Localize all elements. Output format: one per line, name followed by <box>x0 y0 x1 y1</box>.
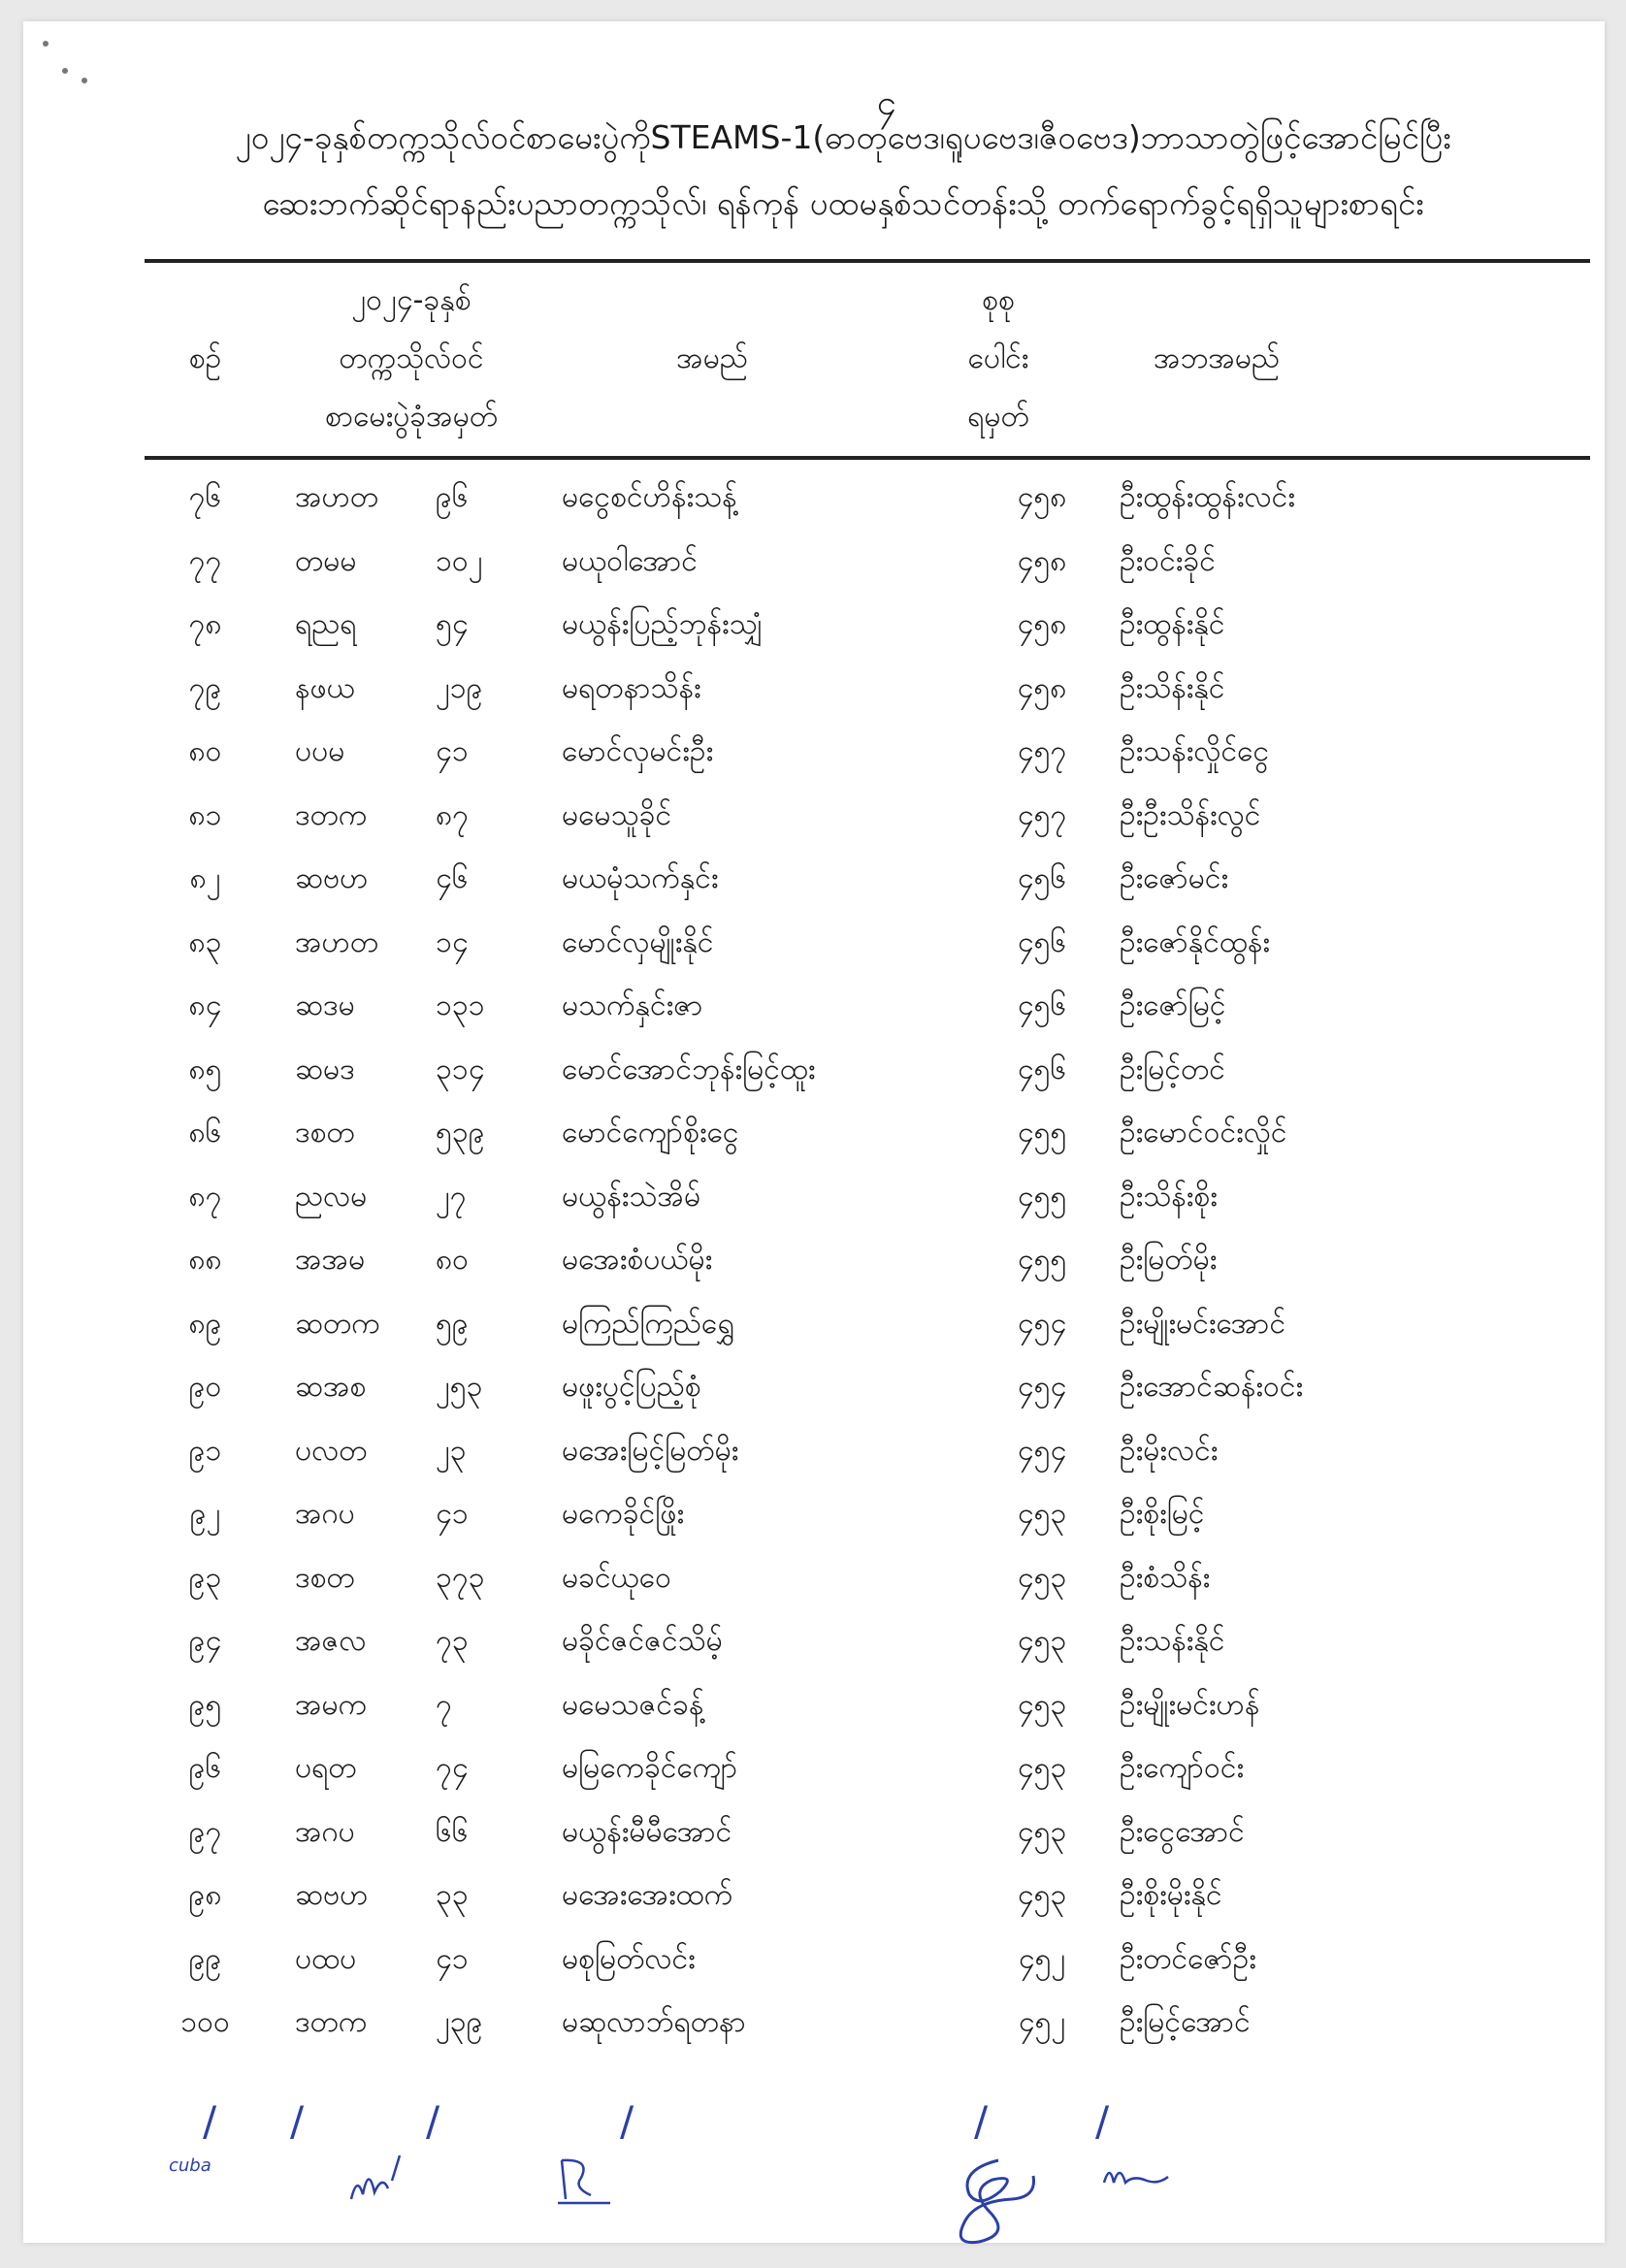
exam-center-code: တမမ <box>295 543 357 578</box>
total-score: ၄၅၃ <box>1017 1687 1067 1722</box>
table-row <box>145 468 1590 532</box>
father-name: ဦးဝင်းခိုင် <box>1120 543 1216 578</box>
tick-mark: / <box>203 2097 217 2145</box>
table-row <box>145 1738 1590 1802</box>
row-number: ၈၁ <box>188 797 222 832</box>
father-name: ဦးစိုးမြင့် <box>1120 1497 1205 1532</box>
header-father-name: အဘအမည် <box>1153 341 1281 375</box>
father-name: ဦးငွေအောင် <box>1120 1814 1245 1849</box>
total-score: ၄၅၅ <box>1017 1116 1067 1150</box>
exam-center-code: ဒတက <box>295 797 368 832</box>
table-row <box>145 595 1590 659</box>
father-name: ဦးဇော်မြင့် <box>1120 988 1226 1023</box>
row-number: ၇၈ <box>188 607 222 642</box>
table-row <box>145 1040 1590 1104</box>
total-score: ၄၅၇ <box>1017 797 1067 832</box>
signature-4 <box>1100 2155 1178 2194</box>
table-row <box>145 722 1590 786</box>
table-row <box>145 1167 1590 1231</box>
exam-center-code: ပလတ <box>295 1433 368 1468</box>
father-name: ဦးမျိုးမင်းအောင် <box>1120 1306 1286 1341</box>
roll-number: ၂၅၃ <box>436 1370 483 1405</box>
header-top-rule <box>145 259 1590 263</box>
exam-center-code: ညလမ <box>295 1179 368 1214</box>
signature-1 <box>343 2146 421 2214</box>
page-number: ၄ <box>876 83 897 123</box>
header-roll-line-2: တက္ကသိုလ်ဝင် <box>339 341 484 375</box>
father-name: ဦးမျိုးမင်းဟန် <box>1120 1687 1260 1722</box>
header-score-line-2: ပေါင်း <box>967 341 1029 375</box>
row-number: ၈၀ <box>188 734 222 769</box>
table-row <box>145 1865 1590 1929</box>
total-score: ၄၅၃ <box>1017 1560 1067 1595</box>
table-row <box>145 1294 1590 1358</box>
total-score: ၄၅၈ <box>1017 543 1067 578</box>
row-number: ၉၀ <box>188 1370 222 1405</box>
total-score: ၄၅၈ <box>1017 607 1067 642</box>
roll-number: ၅၄ <box>436 607 469 642</box>
student-name: မအေးစံပယ်မိုး <box>562 1243 713 1278</box>
scan-speck <box>43 41 49 47</box>
student-name: မယွန်းသဲအိမ် <box>562 1179 701 1214</box>
student-name: မောင်ကျော်စိုးငွေ <box>562 1116 739 1150</box>
father-name: ဦးထွန်းထွန်းလင်း <box>1120 480 1295 515</box>
exam-center-code: ဆမဒ <box>295 1052 355 1086</box>
scan-speck <box>62 68 68 74</box>
total-score: ၄၅၄ <box>1017 1306 1067 1341</box>
row-number: ၉၉ <box>188 1941 222 1976</box>
father-name: ဦးမိုးလင်း <box>1120 1433 1219 1468</box>
student-name: မခိုင်ဇင်ဇင်သိမ့် <box>562 1624 723 1659</box>
tick-mark: / <box>974 2097 989 2145</box>
roll-number: ၂၃၉ <box>436 2005 483 2040</box>
table-row <box>145 976 1590 1040</box>
table-row <box>145 786 1590 850</box>
student-name: မဆုလာဘ်ရတနာ <box>562 2005 746 2040</box>
table-row <box>145 1993 1590 2057</box>
student-name: မကြည်ကြည်ရွှေ <box>562 1306 735 1341</box>
header-bottom-rule <box>145 456 1590 460</box>
row-number: ၁၀၀ <box>180 2005 230 2040</box>
signature-2 <box>552 2151 620 2209</box>
exam-center-code: အဇလ <box>295 1624 367 1659</box>
roll-number: ၄၁ <box>436 1497 469 1532</box>
roll-number: ၄၁ <box>436 1941 469 1976</box>
student-name: မစုမြတ်လင်း <box>562 1941 696 1976</box>
table-row <box>145 849 1590 913</box>
student-name: မဖူးပွင့်ပြည့်စုံ <box>562 1370 701 1405</box>
table-row <box>145 1611 1590 1675</box>
father-name: ဦးမြတ်မိုး <box>1120 1243 1218 1278</box>
roll-number: ၅၃၉ <box>436 1116 485 1150</box>
student-name: မောင်လှမင်းဦး <box>562 734 714 769</box>
father-name: ဦးမောင်ဝင်းလှိုင် <box>1120 1116 1287 1150</box>
student-name: မရတနာသိန်း <box>562 670 701 705</box>
roll-number: ၈၇ <box>436 797 470 832</box>
row-number: ၉၄ <box>188 1624 222 1659</box>
exam-center-code: ဒစတ <box>295 1116 355 1150</box>
header-name: အမည် <box>676 341 748 375</box>
father-name: ဦးဇော်မင်း <box>1120 861 1229 896</box>
student-name: မမေသူခိုင် <box>562 797 672 832</box>
roll-number: ၉၆ <box>436 480 469 515</box>
father-name: ဦးအောင်ဆန်းဝင်း <box>1120 1370 1304 1405</box>
roll-number: ၁၄ <box>436 924 469 959</box>
total-score: ၄၅၈ <box>1017 480 1067 515</box>
father-name: ဦးဦးသိန်းလွင် <box>1120 797 1261 832</box>
student-name: မယမုံသက်နှင်း <box>562 861 719 896</box>
scan-speck <box>81 78 87 83</box>
header-score-line-1: စုစု <box>982 283 1015 317</box>
roll-number: ၇၄ <box>436 1751 469 1786</box>
total-score: ၄၅၃ <box>1017 1814 1067 1849</box>
exam-center-code: အအမ <box>295 1243 366 1278</box>
student-name: မယွန်းပြည့်ဘုန်းသျှံ <box>562 607 764 642</box>
student-name: မောင်အောင်ဘုန်းမြင့်ထူး <box>562 1052 816 1086</box>
exam-center-code: ဆဗဟ <box>295 861 369 896</box>
row-number: ၉၁ <box>188 1433 222 1468</box>
student-name: မအေးမြင့်မြတ်မိုး <box>562 1433 739 1468</box>
table-row <box>145 659 1590 723</box>
roll-number: ၃၁၄ <box>436 1052 485 1086</box>
exam-center-code: နဖယ <box>295 670 355 705</box>
total-score: ၄၅၃ <box>1017 1624 1067 1659</box>
row-number: ၇၆ <box>188 480 222 515</box>
row-number: ၇၇ <box>188 543 222 578</box>
roll-number: ၁၀၂ <box>436 543 483 578</box>
student-name: မခင်ယုဝေ <box>562 1560 671 1595</box>
exam-center-code: ရညရ <box>295 607 357 642</box>
tick-mark: / <box>1095 2097 1110 2145</box>
father-name: ဦးမြင့်တင် <box>1120 1052 1225 1086</box>
father-name: ဦးသန်းလှိုင်ငွေ <box>1120 734 1270 769</box>
table-row <box>145 1929 1590 1993</box>
header-no: စဉ် <box>188 341 222 375</box>
student-name: မသက်နှင်းဇာ <box>562 988 703 1023</box>
header-score-line-3: ရမှတ် <box>967 400 1029 434</box>
father-name: ဦးသိန်းစိုး <box>1120 1179 1218 1214</box>
roll-number: ၈၀ <box>436 1243 470 1278</box>
total-score: ၄၅၄ <box>1017 1370 1067 1405</box>
total-score: ၄၅၃ <box>1017 1878 1067 1913</box>
table-row <box>145 1802 1590 1866</box>
header-roll-line-1: ၂၀၂၄-ခုနှစ် <box>351 283 472 317</box>
roll-number: ၄၆ <box>436 861 469 896</box>
table-row <box>145 1421 1590 1485</box>
row-number: ၉၈ <box>188 1878 222 1913</box>
title-line-2: ဆေးဘက်ဆိုင်ရာနည်းပညာတက္ကသိုလ်၊ ရန်ကုန် ပထမနှစ်သင်တန်းသို့ တက်ရောက်ခွင့်ရရှိသူများစာရင်း <box>262 184 1424 222</box>
father-name: ဦးမြင့်အောင် <box>1120 2005 1251 2040</box>
row-number: ၈၃ <box>188 924 222 959</box>
father-name: ဦးဇော်နိုင်ထွန်း <box>1120 924 1271 959</box>
exam-center-code: အဂပ <box>295 1814 355 1849</box>
table-row <box>145 1548 1590 1612</box>
signature-initials: cuba <box>169 2155 211 2176</box>
exam-center-code: အဂပ <box>295 1497 355 1532</box>
total-score: ၄၅၆ <box>1017 1052 1067 1086</box>
roll-number: ၃၇၃ <box>436 1560 485 1595</box>
signature-row <box>23 2097 1605 2243</box>
row-number: ၉၅ <box>188 1687 222 1722</box>
roll-number: ၇၃ <box>436 1624 469 1659</box>
total-score: ၄၅၃ <box>1017 1751 1067 1786</box>
total-score: ၄၅၂ <box>1018 2005 1066 2040</box>
father-name: ဦးစိုးမိုးနိုင် <box>1120 1878 1222 1913</box>
total-score: ၄၅၆ <box>1017 988 1067 1023</box>
roll-number: ၃၃ <box>436 1878 469 1913</box>
roll-number: ၂၇ <box>436 1179 467 1214</box>
row-number: ၉၂ <box>189 1497 221 1532</box>
row-number: ၈၂ <box>189 861 221 896</box>
tick-mark: / <box>426 2097 440 2145</box>
father-name: ဦးကျော်ဝင်း <box>1120 1751 1245 1786</box>
total-score: ၄၅၈ <box>1017 670 1067 705</box>
father-name: ဦးစံသိန်း <box>1120 1560 1211 1595</box>
table-row <box>145 913 1590 977</box>
row-number: ၈၉ <box>188 1306 222 1341</box>
exam-center-code: အဟတ <box>295 924 379 959</box>
exam-center-code: ဒစတ <box>295 1560 355 1595</box>
total-score: ၄၅၇ <box>1017 734 1067 769</box>
father-name: ဦးတင်ဇော်ဦး <box>1120 1941 1256 1976</box>
student-name: မယွန်းမီမီအောင် <box>562 1814 732 1849</box>
row-number: ၈၄ <box>188 988 222 1023</box>
row-number: ၈၈ <box>188 1243 222 1278</box>
student-name: မောင်လှမျိုးနိုင် <box>562 924 714 959</box>
table-row <box>145 1357 1590 1421</box>
student-name: မမေသဇင်ခန့် <box>562 1687 704 1722</box>
father-name: ဦးသန်းနိုင် <box>1120 1624 1225 1659</box>
row-number: ၈၇ <box>188 1179 222 1214</box>
student-name: မယုဝါအောင် <box>562 543 698 578</box>
student-name: မငွေစင်ဟိန်းသန့် <box>562 480 737 515</box>
father-name: ဦးသိန်းနိုင် <box>1120 670 1225 705</box>
exam-center-code: ဆအစ <box>295 1370 367 1405</box>
results-table <box>145 468 1590 2057</box>
student-name: မအေးအေးထက် <box>562 1878 733 1913</box>
row-number: ၉၃ <box>188 1560 222 1595</box>
header-roll-line-3: စာမေးပွဲခုံအမှတ် <box>324 400 499 434</box>
table-row <box>145 1103 1590 1167</box>
table-row <box>145 1230 1590 1294</box>
document-page <box>23 21 1605 2243</box>
roll-number: ၄၁ <box>436 734 469 769</box>
signature-3 <box>940 2141 1057 2248</box>
exam-center-code: ဒတက <box>295 2005 368 2040</box>
roll-number: ၆၆ <box>436 1814 469 1849</box>
row-number: ၇၉ <box>188 670 222 705</box>
exam-center-code: အမက <box>295 1687 368 1722</box>
exam-center-code: ဆတက <box>295 1306 380 1341</box>
exam-center-code: ပထပ <box>295 1941 357 1976</box>
roll-number: ၁၃၁ <box>436 988 485 1023</box>
total-score: ၄၅၄ <box>1017 1433 1067 1468</box>
total-score: ၄၅၆ <box>1017 924 1067 959</box>
total-score: ၄၅၅ <box>1017 1179 1067 1214</box>
total-score: ၄၅၃ <box>1017 1497 1067 1532</box>
student-name: မမြကေခိုင်ကျော် <box>562 1751 738 1786</box>
row-number: ၉၆ <box>188 1751 222 1786</box>
title-line-1: ၂၀၂၄-ခုနှစ်တက္ကသိုလ်ဝင်စာမေးပွဲကိုSTEAMS-1(ဓာတုဗေဒ၊ရူပဗေဒ၊ဇီဝဗေဒ)ဘာသာတွဲဖြင့်အောင်မြင်ပြီး <box>235 118 1451 156</box>
table-row <box>145 532 1590 596</box>
exam-center-code: ပပမ <box>295 734 345 769</box>
roll-number: ၅၉ <box>436 1306 469 1341</box>
exam-center-code: ဆဒမ <box>295 988 355 1023</box>
total-score: ၄၅၂ <box>1018 1941 1066 1976</box>
roll-number: ၂၃ <box>436 1433 467 1468</box>
tick-mark: / <box>290 2097 305 2145</box>
exam-center-code: အဟတ <box>295 480 379 515</box>
father-name: ဦးထွန်းနိုင် <box>1120 607 1225 642</box>
row-number: ၈၅ <box>188 1052 222 1086</box>
exam-center-code: ပရတ <box>295 1751 357 1786</box>
table-row <box>145 1484 1590 1548</box>
row-number: ၉၇ <box>188 1814 222 1849</box>
total-score: ၄၅၆ <box>1017 861 1067 896</box>
exam-center-code: ဆဗဟ <box>295 1878 369 1913</box>
table-row <box>145 1675 1590 1739</box>
roll-number: ၂၁၉ <box>436 670 483 705</box>
student-name: မကေခိုင်ဖြိုး <box>562 1497 685 1532</box>
total-score: ၄၅၅ <box>1017 1243 1067 1278</box>
tick-mark: / <box>620 2097 634 2145</box>
roll-number: ၇ <box>436 1687 452 1722</box>
row-number: ၈၆ <box>188 1116 222 1150</box>
